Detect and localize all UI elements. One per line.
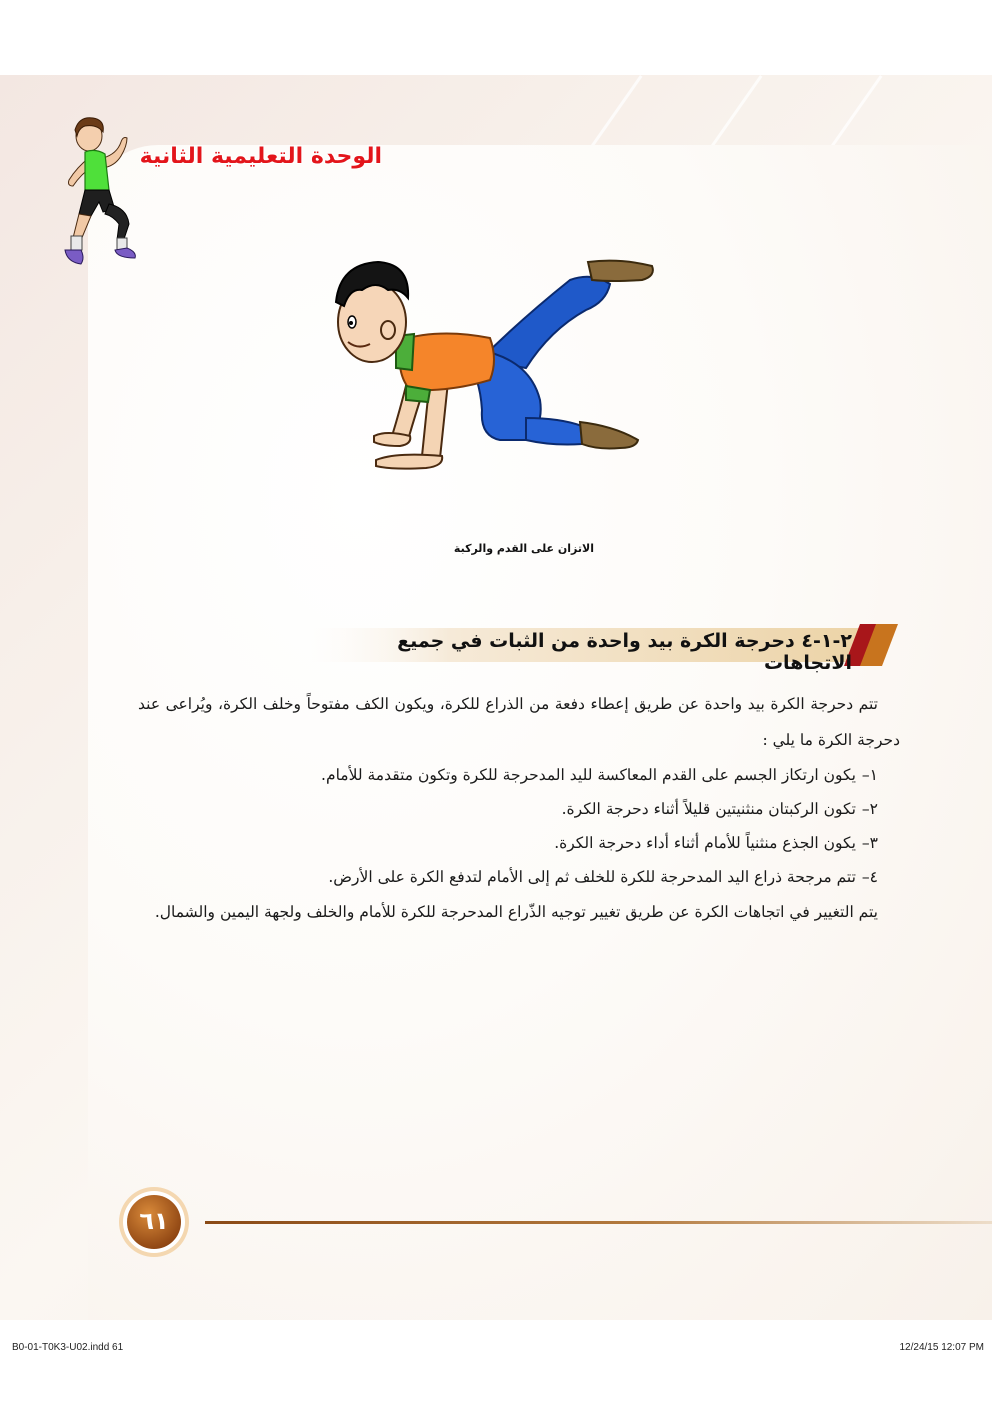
list-item xyxy=(138,826,900,860)
print-slug-timestamp: 12/24/15 12:07 PM xyxy=(899,1342,984,1353)
section-body xyxy=(138,686,900,930)
list-item-text: يكون ارتكاز الجسم على القدم المعاكسة لليد المدحرجة للكرة وتكون متقدمة للأمام. xyxy=(321,766,856,784)
list-item-number: ٤– xyxy=(861,868,878,886)
list-item-number: ١– xyxy=(861,766,878,784)
closing-paragraph: يتم التغيير في اتجاهات الكرة عن طريق تغيير توجيه الذّراع المدحرجة للكرة للأمام والخلف ولجهة اليمين والشمال. xyxy=(154,903,878,921)
page-number: ٦١ xyxy=(139,1207,169,1235)
list-item-number: ٢– xyxy=(861,800,878,818)
figure-caption: الاتزان على القدم والركبة xyxy=(453,542,594,555)
list-item xyxy=(138,860,900,894)
guidelines-list xyxy=(138,758,900,894)
unit-title: الوحدة التعليمية الثانية xyxy=(139,144,382,169)
footer-rule xyxy=(205,1221,992,1224)
balance-exercise-illustration xyxy=(330,250,665,482)
print-slug-filename: B0-01-T0K3-U02.indd 61 xyxy=(12,1342,124,1353)
intro-paragraph: تتم دحرجة الكرة بيد واحدة عن طريق إعطاء دفعة من الذراع للكرة، ويكون الكف مفتوحاً وخلف الكرة، ويُراعى عند دحرجة الكرة ما يلي : xyxy=(138,695,900,749)
list-item-text: تكون الركبتان منثنيتين قليلاً أثناء دحرجة الكرة. xyxy=(561,800,856,818)
list-item-text: تتم مرجحة ذراع اليد المدحرجة للكرة للخلف ثم إلى الأمام لتدفع الكرة على الأرض. xyxy=(328,868,856,886)
list-item-text: يكون الجذع منثنياً للأمام أثناء أداء دحرجة الكرة. xyxy=(554,834,856,852)
list-item-number: ٣– xyxy=(861,834,878,852)
running-boy-illustration xyxy=(55,112,150,277)
list-item xyxy=(138,758,900,792)
list-item xyxy=(138,792,900,826)
section-title: ٢-١-٤ دحرجة الكرة بيد واحدة من الثبات في جميع الاتجاهات xyxy=(397,630,852,674)
